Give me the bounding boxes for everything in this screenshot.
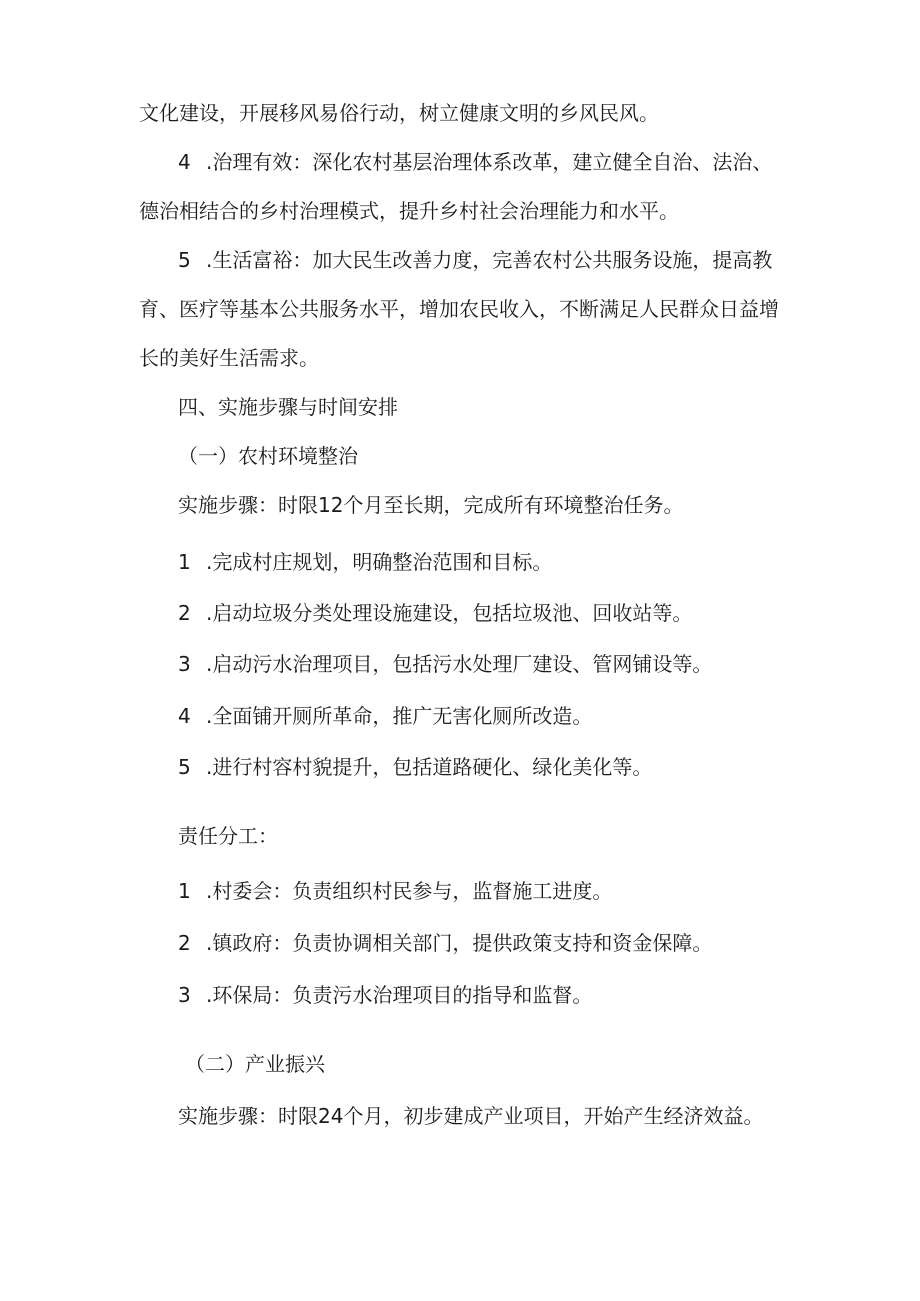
subsection-heading: （二）产业振兴 [185, 1052, 325, 1076]
list-text: .治理有效：深化农村基层治理体系改革，建立健全自治、法治、 [206, 150, 773, 174]
subsection-heading: （一）农村环境整治 [178, 444, 358, 468]
paragraph-line: 长的美好生活需求。 [139, 346, 319, 370]
list-number: 4 [178, 150, 191, 174]
list-text: .进行村容村貌提升，包括道路硬化、绿化美化等。 [206, 755, 653, 779]
paragraph-line: 文化建设，开展移风易俗行动，树立健康文明的乡风民风。 [139, 101, 659, 125]
list-item [178, 754, 652, 780]
list-item [178, 600, 692, 626]
list-number: 1 [178, 879, 191, 903]
steps-paragraph: 实施步骤：时限24个月，初步建成产业项目，开始产生经济效益。 [178, 1104, 764, 1128]
list-number: 2 [178, 601, 191, 625]
list-number: 4 [178, 704, 191, 728]
list-text: .完成村庄规划，明确整治范围和目标。 [206, 550, 553, 574]
steps-paragraph: 实施步骤：时限12个月至长期，完成所有环境整治任务。 [178, 493, 684, 517]
list-item [178, 930, 712, 956]
list-number: 1 [178, 550, 191, 574]
paragraph-line: 育、医疗等基本公共服务水平，增加农民收入，不断满足人民群众日益增 [139, 297, 779, 321]
list-item [178, 651, 712, 677]
list-number: 3 [178, 652, 191, 676]
responsibility-heading: 责任分工： [178, 824, 278, 848]
list-item [178, 878, 612, 904]
list-text: .村委会：负责组织村民参与，监督施工进度。 [206, 879, 613, 903]
list-item [178, 149, 772, 175]
list-item [178, 982, 592, 1008]
list-item [178, 703, 592, 729]
paragraph-line: 德治相结合的乡村治理模式，提升乡村社会治理能力和水平。 [139, 199, 679, 223]
list-text: .环保局：负责污水治理项目的指导和监督。 [206, 983, 593, 1007]
list-text: .启动垃圾分类处理设施建设，包括垃圾池、回收站等。 [206, 601, 693, 625]
list-number: 2 [178, 931, 191, 955]
list-number: 3 [178, 983, 191, 1007]
list-item [178, 549, 552, 575]
list-text: .生活富裕：加大民生改善力度，完善农村公共服务设施，提高教 [206, 248, 773, 272]
list-number: 5 [178, 248, 191, 272]
list-text: .镇政府：负责协调相关部门，提供政策支持和资金保障。 [206, 931, 713, 955]
list-number: 5 [178, 755, 191, 779]
section-heading: 四、实施步骤与时间安排 [178, 395, 398, 419]
list-text: .全面铺开厕所革命，推广无害化厕所改造。 [206, 704, 593, 728]
list-text: .启动污水治理项目，包括污水处理厂建设、管网铺设等。 [206, 652, 713, 676]
list-item [178, 247, 772, 273]
